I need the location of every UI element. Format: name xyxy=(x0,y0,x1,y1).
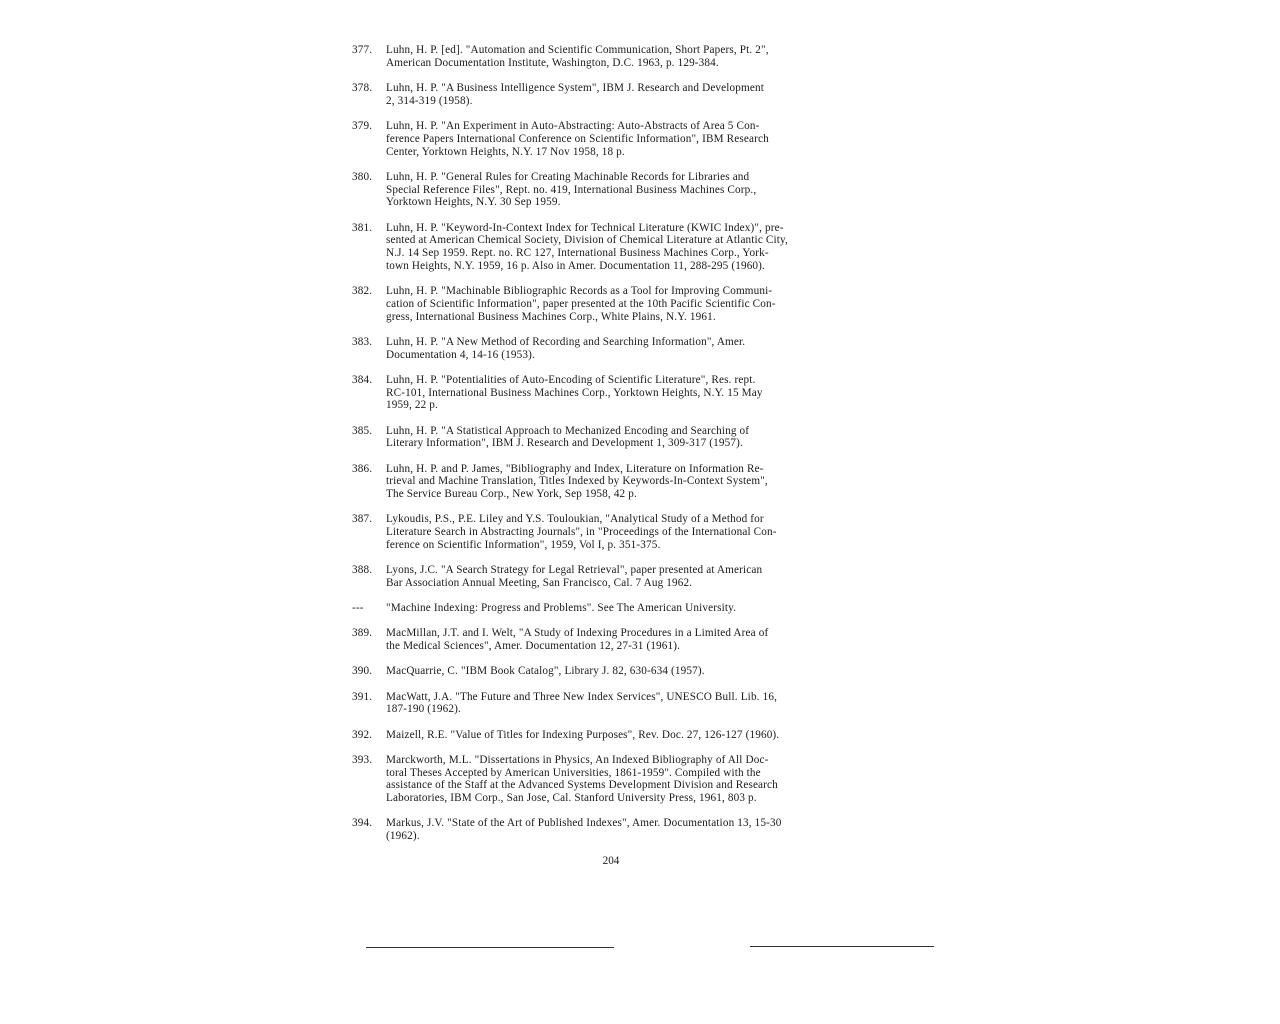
entry-text: "Machine Indexing: Progress and Problems". See The American University. xyxy=(386,602,737,615)
entry-text: Maizell, R.E. "Value of Titles for Indexing Purposes", Rev. Doc. 27, 126-127 (1960). xyxy=(386,728,780,741)
entry-number: 392. xyxy=(352,728,373,741)
entry-text: Markus, J.V. "State of the Art of Published Indexes", Amer. Documentation 13, 15-30 (1962). xyxy=(386,817,782,843)
footer-rule-left xyxy=(366,947,614,948)
entry-text: Lyons, J.C. "A Search Strategy for Legal Retrieval", paper presented at American Bar Association Annual Meeting, San Francisco, Cal. 7 Aug 1962. xyxy=(386,564,763,589)
entry-number: 383. xyxy=(352,335,373,348)
entry-text: Luhn, H. P. and P. James, "Bibliography and Index, Literature on Information Re- trieval and Machine Translation, Titles Indexed by Keywords-In-Context System", The Service Bureau Corp., New York, Sep 1958, 42 p. xyxy=(386,462,768,501)
entry-number: 388. xyxy=(352,564,373,577)
footer-rule-right xyxy=(750,946,934,947)
entry-text: Lykoudis, P.S., P.E. Liley and Y.S. Touloukian, "Analytical Study of a Method for Literature Search in Abstracting Journals", in "Proceedings of the International Con- ference on Scientific Information", 1959, Vol I, p. 351-375. xyxy=(386,513,777,552)
bibliography-list xyxy=(352,44,892,855)
entry-text: Luhn, H. P. "Keyword-In-Context Index for Technical Literature (KWIC Index)", pre- sented at American Chemical Society, Division of Chemical Literature at Atlantic City, N.J. 14 Sep 1959. Rept. no. RC 127, International Business Machines Corp., York- town Heights, N.Y. 1959, 16 p. Also in Amer. Documentation 11, 288-295 (1960). xyxy=(386,221,788,272)
entry-text: Luhn, H. P. "Machinable Bibliographic Records as a Tool for Improving Communi- cation of Scientific Information", paper presented at the 10th Pacific Scientific Con- gress, International Business Machines Corp., White Plains, N.Y. 1961. xyxy=(386,285,776,323)
entry-text: Luhn, H. P. "A Statistical Approach to Mechanized Encoding and Searching of Literary Information", IBM J. Research and Development 1, 309-317 (1957). xyxy=(386,424,750,450)
entry-number: 382. xyxy=(352,285,373,298)
entry-number: 381. xyxy=(352,221,373,234)
entry-number: 389. xyxy=(352,627,373,640)
bibliography-entry xyxy=(352,665,892,678)
bibliography-entry xyxy=(352,44,892,70)
bibliography-entry xyxy=(352,425,892,451)
bibliography-entry xyxy=(352,627,892,653)
entry-number: --- xyxy=(352,602,364,615)
bibliography-entry xyxy=(352,285,892,323)
bibliography-entry xyxy=(352,120,892,158)
bibliography-entry xyxy=(352,222,892,273)
bibliography-entry xyxy=(352,691,892,717)
entry-number: 393. xyxy=(352,753,373,766)
entry-text: Luhn, H. P. "Potentialities of Auto-Encoding of Scientific Literature", Res. rept. RC-101, International Business Machines Corp., Yorktown Heights, N.Y. 15 May 1959, 22 p. xyxy=(386,373,763,412)
entry-number: 380. xyxy=(352,170,373,183)
bibliography-entry xyxy=(352,82,892,108)
entry-text: Luhn, H. P. "General Rules for Creating Machinable Records for Libraries and Special Reference Files", Rept. no. 419, International Business Machines Corp., Yorktown Heights, N.Y. 30 Sep 1959. xyxy=(386,170,757,209)
entry-text: MacMillan, J.T. and I. Welt, "A Study of Indexing Procedures in a Limited Area of the Medical Sciences", Amer. Documentation 12, 27-31 (1961). xyxy=(386,627,769,653)
entry-number: 386. xyxy=(352,462,373,475)
entry-number: 377. xyxy=(352,44,373,56)
bibliography-entry xyxy=(352,336,892,362)
entry-text: MacQuarrie, C. "IBM Book Catalog", Library J. 82, 630-634 (1957). xyxy=(386,665,705,678)
bibliography-entry xyxy=(352,513,892,551)
entry-text: Luhn, H. P. "A Business Intelligence System", IBM J. Research and Development 2, 314-319 (1958). xyxy=(386,81,765,107)
bibliography-entry xyxy=(352,374,892,412)
entry-number: 385. xyxy=(352,424,373,437)
entry-text: Marckworth, M.L. "Dissertations in Physics, An Indexed Bibliography of All Doc- toral Theses Accepted by American Universities, 1861-1959". Compiled with the assistance of the Staff at the Advanced Systems Development Division and Research Laboratories, IBM Corp., San Jose, Cal. Stanford University Press, 1961, 803 p. xyxy=(386,753,778,805)
entry-number: 384. xyxy=(352,373,373,386)
bibliography-entry xyxy=(352,817,892,843)
bibliography-entry xyxy=(352,171,892,209)
entry-number: 391. xyxy=(352,690,373,703)
bibliography-entry xyxy=(352,564,892,590)
bibliography-entry xyxy=(352,463,892,501)
entry-number: 394. xyxy=(352,817,373,830)
entry-text: Luhn, H. P. "An Experiment in Auto-Abstracting: Auto-Abstracts of Area 5 Con- ference Papers International Conference on Scientific Information", IBM Research Center, Yorktown Heights, N.Y. 17 Nov 1958, 18 p. xyxy=(386,119,769,158)
entry-number: 387. xyxy=(352,513,373,526)
bibliography-entry xyxy=(352,754,892,805)
entry-number: 379. xyxy=(352,119,373,132)
entry-number: 390. xyxy=(352,665,373,678)
entry-number: 378. xyxy=(352,81,373,94)
bibliography-entry xyxy=(352,729,892,742)
bibliography-entry xyxy=(352,602,892,615)
entry-text: Luhn, H. P. [ed]. "Automation and Scientific Communication, Short Papers, Pt. 2", American Documentation Institute, Washington, D.C. 1963, p. 129-384. xyxy=(386,44,769,69)
entry-text: Luhn, H. P. "A New Method of Recording and Searching Information", Amer. Documentation 4, 14-16 (1953). xyxy=(386,335,746,361)
page-number: 204 xyxy=(602,855,620,867)
entry-text: MacWatt, J.A. "The Future and Three New Index Services", UNESCO Bull. Lib. 16, 187-190 (1962). xyxy=(386,690,778,716)
